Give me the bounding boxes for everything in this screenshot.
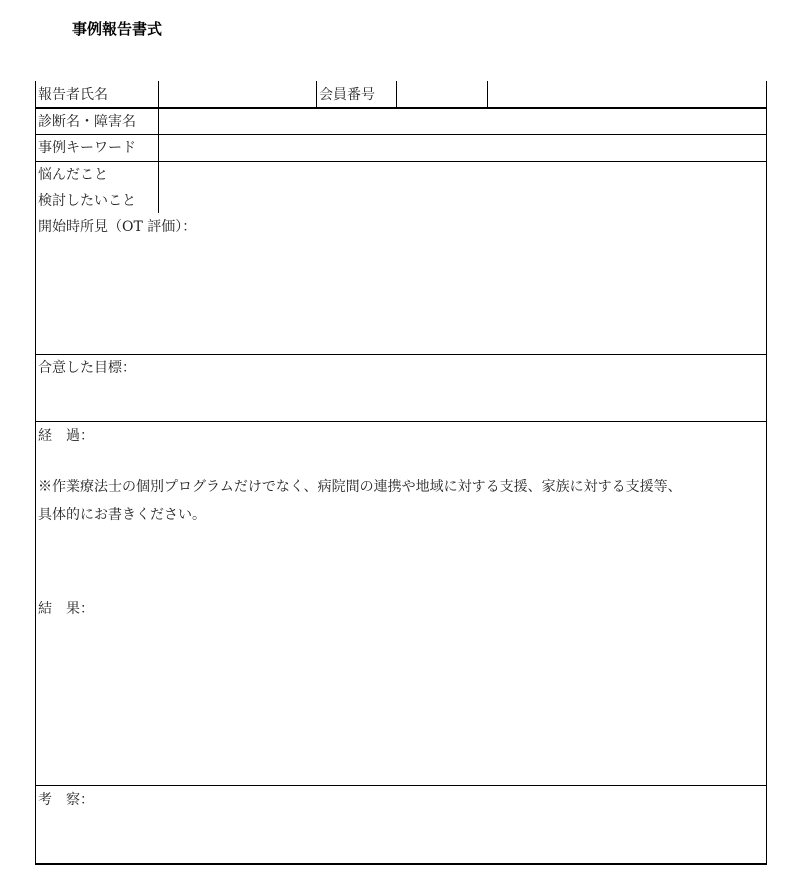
- diagnosis-label: 診断名・障害名: [38, 114, 136, 130]
- column-divider: [316, 81, 317, 107]
- concern-label-line1: 悩んだこと: [38, 167, 108, 183]
- keyword-label: 事例キーワード: [38, 140, 136, 156]
- section-divider: [36, 785, 766, 786]
- result-label: 結 果：: [38, 601, 94, 617]
- column-divider: [487, 81, 488, 107]
- progress-note-line2: 具体的にお書きください。: [38, 507, 206, 523]
- column-divider: [158, 81, 159, 107]
- member-number-field[interactable]: [398, 81, 486, 107]
- concern-label-line2: 検討したいこと: [38, 193, 136, 209]
- discussion-field[interactable]: [36, 811, 766, 861]
- concern-field[interactable]: [160, 162, 765, 213]
- section-divider: [36, 421, 766, 422]
- document-title: 事例報告書式: [72, 20, 163, 38]
- reporter-name-field[interactable]: [160, 81, 315, 107]
- case-report-form: [35, 81, 767, 865]
- goal-field[interactable]: [36, 379, 766, 420]
- progress-field[interactable]: [36, 533, 766, 593]
- progress-label: 経 過：: [38, 428, 94, 444]
- reporter-name-label: 報告者氏名: [38, 87, 108, 103]
- keyword-field[interactable]: [160, 135, 765, 161]
- result-field[interactable]: [36, 621, 766, 784]
- initial-findings-field[interactable]: [36, 239, 766, 353]
- column-divider: [396, 81, 397, 107]
- goal-label: 合意した目標：: [38, 360, 136, 376]
- member-number-label: 会員番号: [319, 87, 375, 103]
- initial-findings-label: 開始時所見（OT 評価）：: [38, 219, 197, 235]
- discussion-label: 考 察：: [38, 792, 94, 808]
- progress-note-line1: ※作業療法士の個別プログラムだけでなく、病院間の連携や地域に対する支援、家族に対する支援等、: [38, 479, 682, 495]
- section-divider: [36, 354, 766, 355]
- diagnosis-field[interactable]: [160, 109, 765, 134]
- column-divider: [158, 109, 159, 213]
